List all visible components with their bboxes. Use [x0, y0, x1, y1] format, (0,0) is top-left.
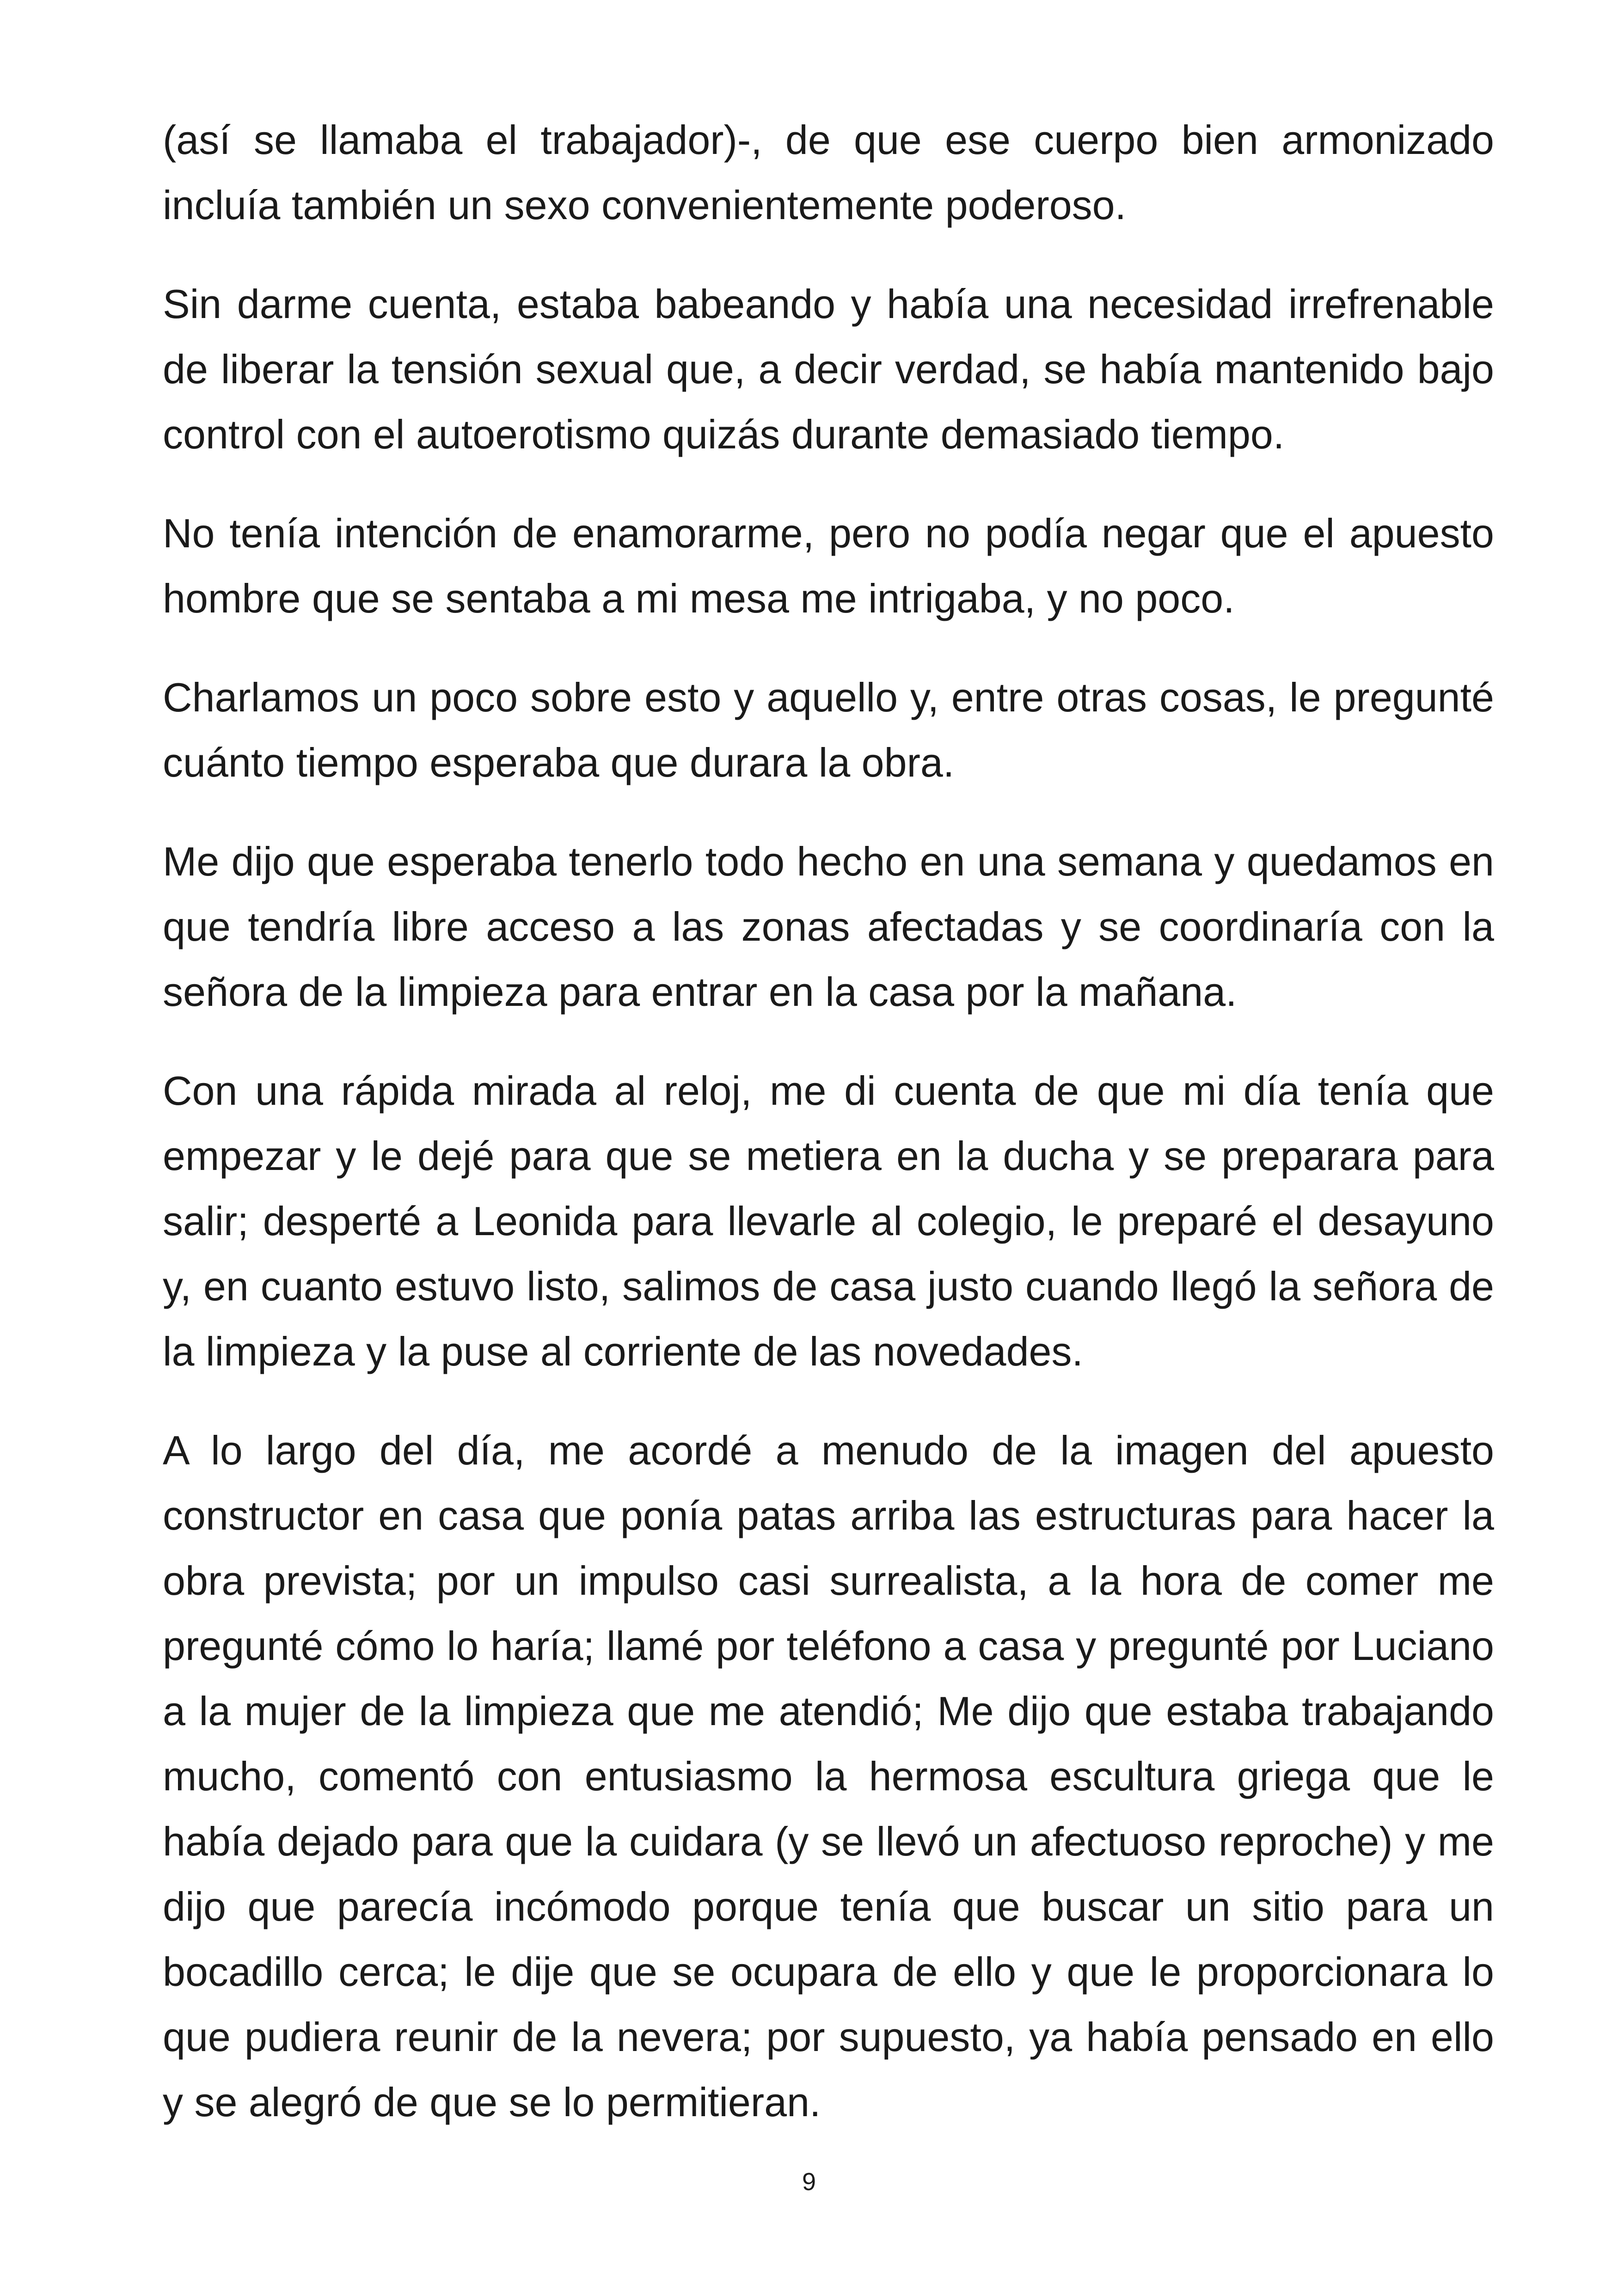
paragraph: Me dijo que esperaba tenerlo todo hecho en una semana y quedamos en que tendría libre acceso a las zonas afectadas y se coordinaría con la señora de la limpieza para entrar en la casa por la mañana.	[163, 839, 1494, 1015]
body-text	[163, 107, 1494, 2135]
paragraph: Charlamos un poco sobre esto y aquello y, entre otras cosas, le pregunté cuánto tiempo esperaba que durara la obra.	[163, 674, 1494, 785]
paragraph: (así se llamaba el trabajador)-, de que ese cuerpo bien armonizado incluía también un sexo convenientemente poderoso.	[163, 117, 1494, 228]
paragraph: A lo largo del día, me acordé a menudo de la imagen del apuesto constructor en casa que ponía patas arriba las estructuras para hacer la obra prevista; por un impulso casi surrealista, a la hora de comer me pregunté cómo lo haría; llamé por teléfono a casa y pregunté por Luciano a la mujer de la limpieza que me atendió; Me dijo que estaba trabajando mucho, comentó con entusiasmo la hermosa escultura griega que le había dejado para que la cuidara (y se llevó un afectuoso reproche) y me dijo que parecía incómodo porque tenía que buscar un sitio para un bocadillo cerca; le dije que se ocupara de ello y que le proporcionara lo que pudiera reunir de la nevera; por supuesto, ya había pensado en ello y se alegró de que se lo permitieran.	[163, 1427, 1494, 2125]
paragraph: No tenía intención de enamorarme, pero no podía negar que el apuesto hombre que se sentaba a mi mesa me intrigaba, y no poco.	[163, 510, 1494, 621]
paragraph: Con una rápida mirada al reloj, me di cuenta de que mi día tenía que empezar y le dejé para que se metiera en la ducha y se preparara para salir; desperté a Leonida para llevarle al colegio, le preparé el desayuno y, en cuanto estuvo listo, salimos de casa justo cuando llegó la señora de la limpieza y la puse al corriente de las novedades.	[163, 1068, 1494, 1374]
page-number: 9	[802, 2168, 816, 2196]
paragraph: Sin darme cuenta, estaba babeando y había una necesidad irrefrenable de liberar la tensión sexual que, a decir verdad, se había mantenido bajo control con el autoerotismo quizás durante demasiado tiempo.	[163, 281, 1494, 457]
